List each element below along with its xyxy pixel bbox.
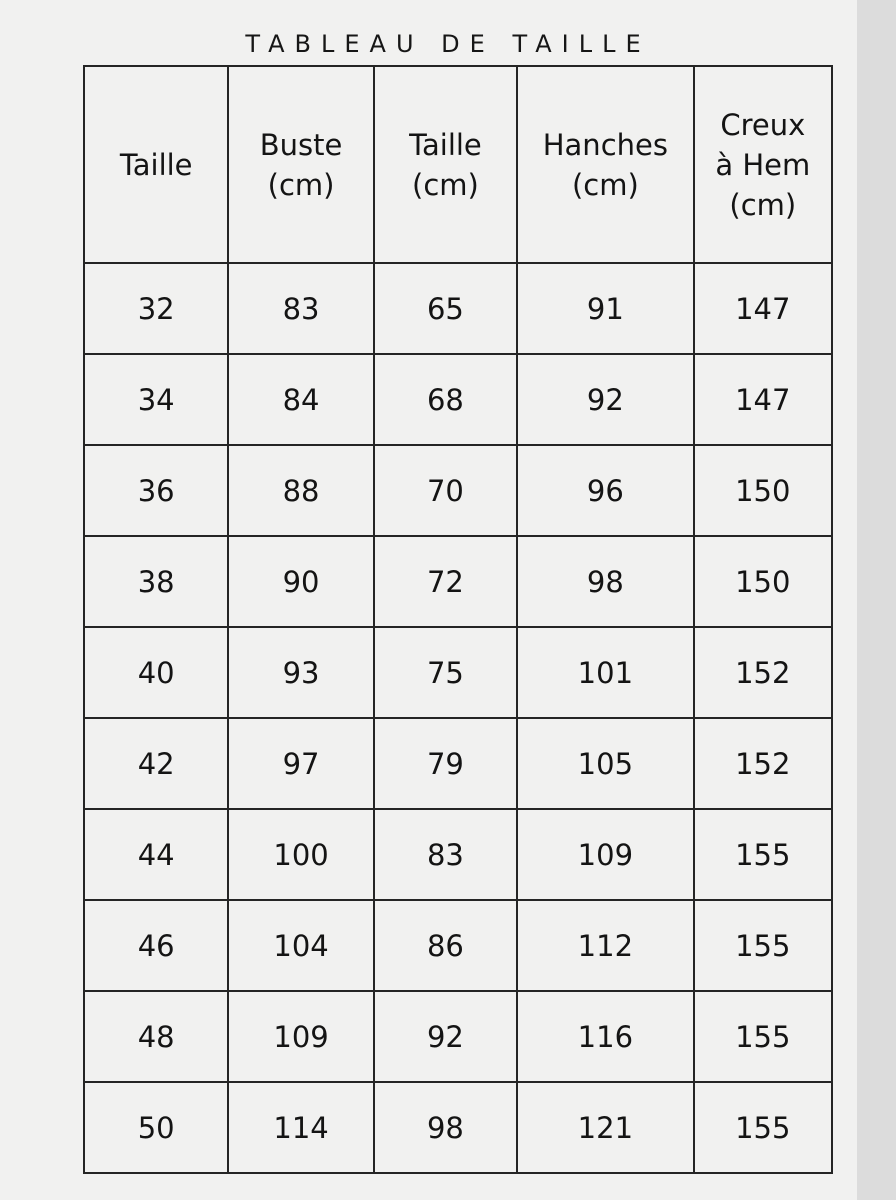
size-cell: 38 bbox=[84, 536, 228, 627]
hips-cell: 101 bbox=[517, 627, 693, 718]
table-row bbox=[84, 900, 832, 991]
hips-cell: 96 bbox=[517, 445, 693, 536]
hips-cell: 91 bbox=[517, 263, 693, 354]
bust-cell: 97 bbox=[228, 718, 373, 809]
size-cell: 48 bbox=[84, 991, 228, 1082]
header-waist-line-2: (cm) bbox=[412, 167, 479, 202]
hips-cell: 116 bbox=[517, 991, 693, 1082]
hollow-to-hem-cell: 155 bbox=[694, 900, 832, 991]
size-cell: 40 bbox=[84, 627, 228, 718]
bust-cell: 84 bbox=[228, 354, 373, 445]
waist-cell: 75 bbox=[374, 627, 517, 718]
header-bust-line-1: Buste bbox=[259, 127, 343, 162]
size-cell: 44 bbox=[84, 809, 228, 900]
hollow-to-hem-cell: 155 bbox=[694, 809, 832, 900]
hollow-to-hem-cell: 152 bbox=[694, 627, 832, 718]
hips-cell: 92 bbox=[517, 354, 693, 445]
waist-cell: 92 bbox=[374, 991, 517, 1082]
bust-cell: 83 bbox=[228, 263, 373, 354]
page-title: TABLEAU DE TAILLE bbox=[245, 30, 651, 58]
header-bust-line-2: (cm) bbox=[267, 167, 335, 202]
background-edge bbox=[857, 0, 896, 1200]
size-table bbox=[83, 65, 833, 1174]
waist-cell: 72 bbox=[374, 536, 517, 627]
size-cell: 50 bbox=[84, 1082, 228, 1173]
table-row bbox=[84, 1082, 832, 1173]
size-cell: 36 bbox=[84, 445, 228, 536]
table-header-row bbox=[84, 66, 832, 263]
size-cell: 34 bbox=[84, 354, 228, 445]
header-size-line-1: Taille bbox=[119, 147, 193, 182]
header-hollow-to-hem-line-1: Creux bbox=[720, 107, 806, 142]
hollow-to-hem-cell: 150 bbox=[694, 445, 832, 536]
header-hollow-to-hem-line-3: (cm) bbox=[729, 187, 797, 222]
hollow-to-hem-cell: 147 bbox=[694, 354, 832, 445]
header-waist-line-1: Taille bbox=[409, 127, 482, 162]
bust-cell: 100 bbox=[228, 809, 373, 900]
bust-cell: 114 bbox=[228, 1082, 373, 1173]
table-row bbox=[84, 263, 832, 354]
table-row bbox=[84, 354, 832, 445]
table-row bbox=[84, 536, 832, 627]
waist-cell: 79 bbox=[374, 718, 517, 809]
hips-cell: 112 bbox=[517, 900, 693, 991]
table-row bbox=[84, 445, 832, 536]
header-waist bbox=[374, 66, 517, 263]
waist-cell: 83 bbox=[374, 809, 517, 900]
hollow-to-hem-cell: 155 bbox=[694, 991, 832, 1082]
waist-cell: 68 bbox=[374, 354, 517, 445]
waist-cell: 70 bbox=[374, 445, 517, 536]
bust-cell: 104 bbox=[228, 900, 373, 991]
header-hips bbox=[517, 66, 693, 263]
size-cell: 42 bbox=[84, 718, 228, 809]
bust-cell: 93 bbox=[228, 627, 373, 718]
bust-cell: 88 bbox=[228, 445, 373, 536]
table-row bbox=[84, 627, 832, 718]
waist-cell: 65 bbox=[374, 263, 517, 354]
hips-cell: 109 bbox=[517, 809, 693, 900]
hollow-to-hem-cell: 150 bbox=[694, 536, 832, 627]
table-row bbox=[84, 718, 832, 809]
hollow-to-hem-cell: 152 bbox=[694, 718, 832, 809]
hollow-to-hem-cell: 147 bbox=[694, 263, 832, 354]
header-hollow-to-hem-line-2: à Hem bbox=[715, 147, 811, 182]
waist-cell: 86 bbox=[374, 900, 517, 991]
header-hips-line-2: (cm) bbox=[571, 167, 639, 202]
hollow-to-hem-cell: 155 bbox=[694, 1082, 832, 1173]
hips-cell: 121 bbox=[517, 1082, 693, 1173]
size-cell: 32 bbox=[84, 263, 228, 354]
table-row bbox=[84, 991, 832, 1082]
bust-cell: 90 bbox=[228, 536, 373, 627]
hips-cell: 105 bbox=[517, 718, 693, 809]
bust-cell: 109 bbox=[228, 991, 373, 1082]
header-bust bbox=[228, 66, 373, 263]
hips-cell: 98 bbox=[517, 536, 693, 627]
size-cell: 46 bbox=[84, 900, 228, 991]
waist-cell: 98 bbox=[374, 1082, 517, 1173]
header-hips-line-1: Hanches bbox=[542, 127, 668, 162]
header-hollow-to-hem bbox=[694, 66, 832, 263]
header-size bbox=[84, 66, 228, 263]
table-row bbox=[84, 809, 832, 900]
